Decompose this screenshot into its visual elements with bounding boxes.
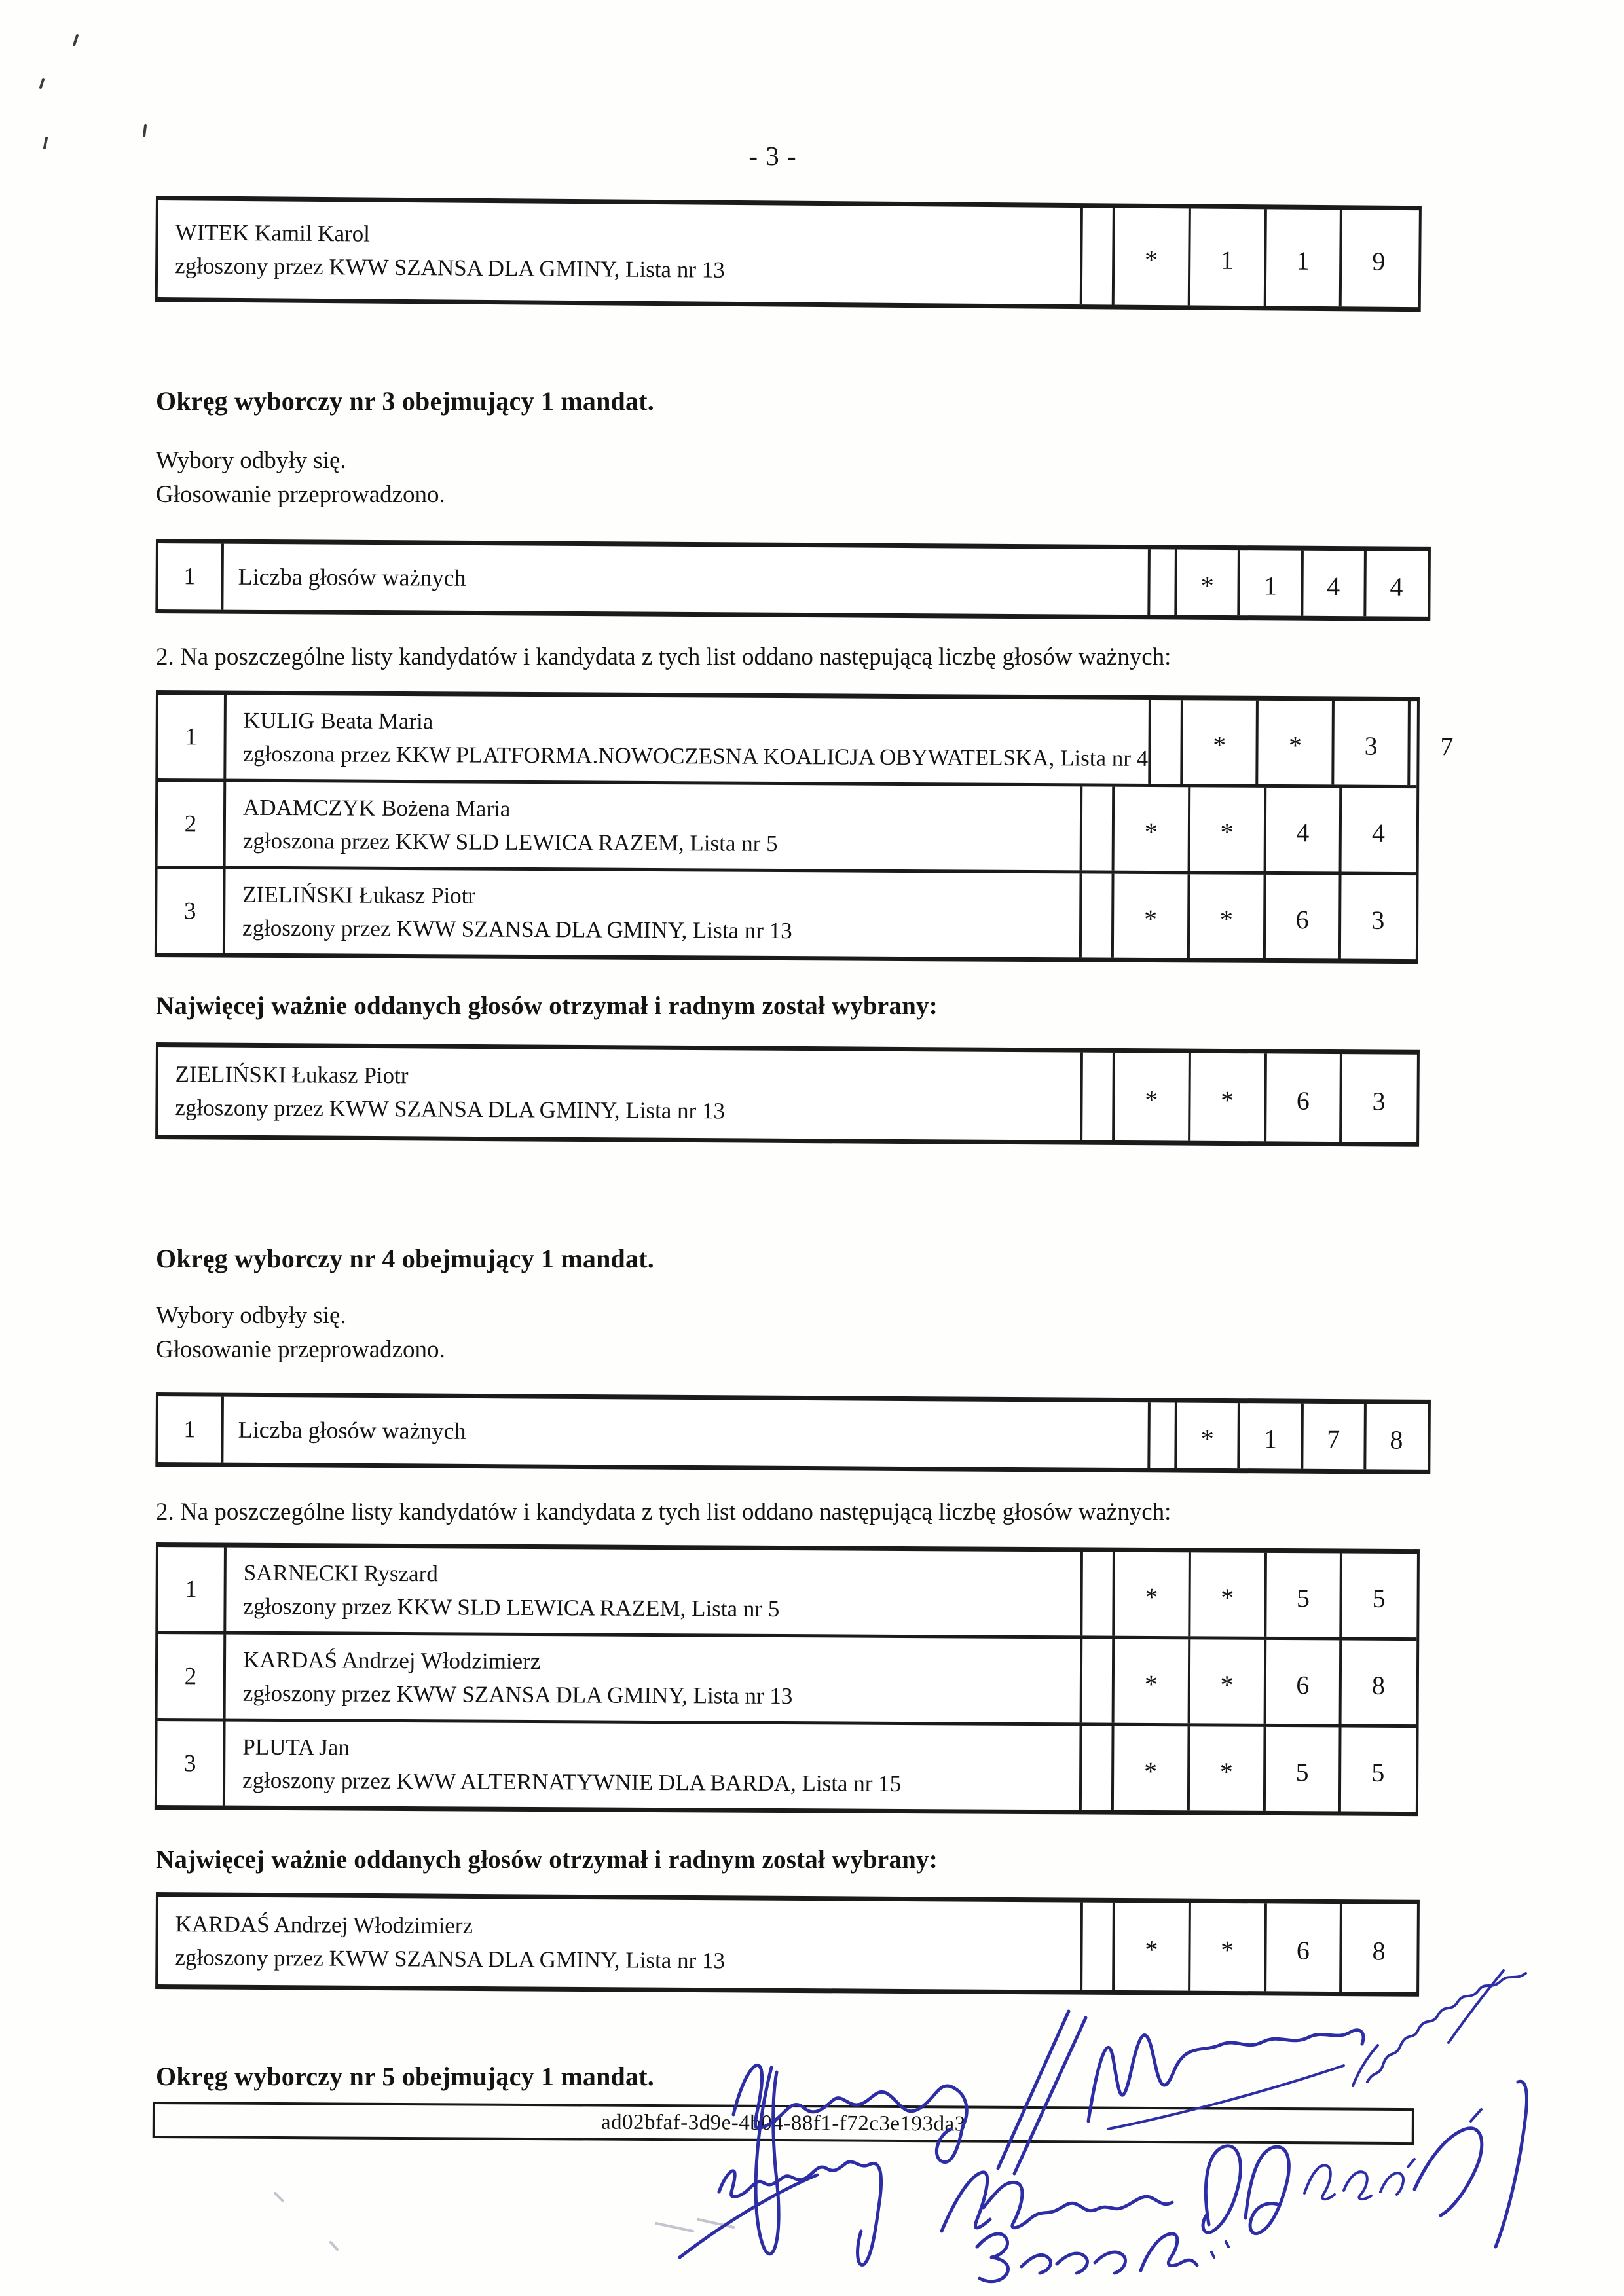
page-number: - 3 - bbox=[748, 141, 797, 171]
candidate-committee: zgłoszona przez KKW PLATFORMA.NOWOCZESNA KOALICJA OBYWATELSKA, Lista nr 4 bbox=[243, 740, 1149, 771]
district-4-candidates-table bbox=[155, 1542, 1420, 1816]
candidate-number: 3 bbox=[157, 869, 226, 953]
table-gap bbox=[1082, 1552, 1113, 1635]
candidate-name: SARNECKI Ryszard bbox=[243, 1559, 438, 1587]
vote-cell: 1 bbox=[1240, 1403, 1304, 1469]
document-id-code: ad02bfaf-3d9e-4b04-88f1-f72c3e193da3 bbox=[600, 2110, 966, 2136]
scan-speck bbox=[41, 35, 145, 148]
candidate-info bbox=[226, 1548, 1083, 1636]
vote-cell: * bbox=[1115, 1053, 1191, 1141]
vote-cell: * bbox=[1190, 874, 1266, 958]
vote-cell: 1 bbox=[1240, 550, 1304, 616]
vote-cell: * bbox=[1177, 1403, 1240, 1469]
carryover-winner-table bbox=[155, 196, 1422, 312]
table-gap bbox=[1150, 549, 1175, 615]
candidate-info bbox=[226, 1635, 1083, 1723]
candidate-committee: zgłoszony przez KWW SZANSA DLA GMINY, Lista nr 13 bbox=[242, 1680, 793, 1709]
table-gap bbox=[1151, 700, 1181, 784]
table-gap bbox=[1082, 1726, 1112, 1810]
vote-cell: 8 bbox=[1390, 1425, 1403, 1455]
district-4-heading: Okręg wyborczy nr 4 obejmujący 1 mandat. bbox=[156, 1244, 654, 1273]
candidate-committee: zgłoszony przez KWW SZANSA DLA GMINY, Lista nr 13 bbox=[175, 253, 725, 283]
vote-digit-cells bbox=[1174, 1403, 1427, 1470]
candidate-committee: zgłoszona przez KKW SLD LEWICA RAZEM, Lista nr 5 bbox=[242, 828, 778, 856]
vote-digit-cells bbox=[1111, 874, 1415, 959]
vote-cell: 3 bbox=[1372, 1085, 1386, 1116]
candidate-row bbox=[158, 1547, 1417, 1637]
candidate-number: 2 bbox=[158, 782, 227, 866]
vote-cell: 5 bbox=[1371, 1757, 1385, 1787]
candidate-info bbox=[225, 869, 1082, 958]
district-3-winner-table bbox=[155, 1042, 1420, 1147]
district-4-valid-votes-table bbox=[155, 1392, 1431, 1474]
district-4-winner-heading: Najwięcej ważnie oddanych głosów otrzymał i radnym został wybrany: bbox=[156, 1846, 938, 1874]
vote-digit-cells bbox=[1112, 1639, 1416, 1724]
vote-cell: * bbox=[1259, 701, 1335, 785]
valid-votes-label: Liczba głosów ważnych bbox=[223, 544, 1151, 615]
vote-digit-cells bbox=[1112, 787, 1416, 872]
vote-cell: * bbox=[1115, 1639, 1190, 1724]
vote-digit-cells bbox=[1112, 1552, 1416, 1637]
district-4-lists-intro: 2. Na poszczególne listy kandydatów i kandydata z tych list oddano następującą liczbę głosów ważnych: bbox=[156, 1499, 1172, 1525]
vote-cell: * bbox=[1115, 1903, 1191, 1991]
table-gap bbox=[1082, 786, 1113, 870]
vote-cell: * bbox=[1115, 208, 1191, 306]
table-gap bbox=[1082, 208, 1113, 304]
vote-cell: 6 bbox=[1266, 1903, 1343, 1992]
winner-info bbox=[158, 1047, 1083, 1140]
district-3-candidates-table bbox=[155, 690, 1454, 964]
district-3-winner-heading: Najwięcej ważnie oddanych głosów otrzymał i radnym został wybrany: bbox=[156, 992, 938, 1020]
row-number: 1 bbox=[158, 543, 224, 610]
vote-cell: 3 bbox=[1335, 701, 1411, 785]
vote-cell: 4 bbox=[1303, 551, 1367, 617]
vote-cell: * bbox=[1190, 1053, 1267, 1142]
candidate-row bbox=[158, 695, 1454, 785]
document-id-box bbox=[153, 2102, 1414, 2145]
vote-cell: 4 bbox=[1371, 818, 1386, 848]
vote-cell: 5 bbox=[1265, 1727, 1341, 1812]
table-gap bbox=[1082, 1639, 1113, 1722]
vote-cell: 7 bbox=[1303, 1404, 1367, 1470]
vote-cell: 5 bbox=[1266, 1553, 1342, 1637]
vote-cell: 7 bbox=[1440, 731, 1454, 761]
vote-cell: 1 bbox=[1190, 208, 1266, 306]
vote-cell: * bbox=[1190, 1552, 1266, 1637]
district-4-winner-table bbox=[155, 1892, 1420, 1997]
candidate-info bbox=[158, 200, 1083, 304]
table-gap bbox=[1150, 1402, 1175, 1468]
vote-cell: * bbox=[1115, 1552, 1190, 1637]
vote-cell: 6 bbox=[1266, 1053, 1343, 1142]
vote-cell: * bbox=[1177, 550, 1240, 616]
candidate-info bbox=[225, 1722, 1082, 1810]
candidate-number: 3 bbox=[157, 1721, 226, 1806]
candidate-name: KARDAŚ Andrzej Włodzimierz bbox=[242, 1647, 541, 1675]
candidate-committee: zgłoszony przez KWW ALTERNATYWNIE DLA BARDA, Lista nr 15 bbox=[242, 1767, 902, 1796]
candidate-name: KULIG Beata Maria bbox=[243, 707, 434, 735]
vote-cell: * bbox=[1190, 787, 1266, 871]
vote-cell: * bbox=[1190, 1903, 1267, 1992]
district-3-lists-intro: 2. Na poszczególne listy kandydatów i kandydata z tych list oddano następującą liczbę głosów ważnych: bbox=[156, 644, 1172, 670]
winner-name: KARDAŚ Andrzej Włodzimierz bbox=[175, 1911, 473, 1939]
candidate-committee: zgłoszony przez KKW SLD LEWICA RAZEM, Lista nr 5 bbox=[243, 1593, 780, 1622]
vote-cell: 9 bbox=[1372, 246, 1386, 276]
vote-cell: 1 bbox=[1266, 209, 1342, 306]
vote-cell: 6 bbox=[1265, 875, 1341, 959]
candidate-row bbox=[157, 1718, 1416, 1812]
district-3-status-2: Głosowanie przeprowadzono. bbox=[156, 481, 445, 508]
vote-cell: * bbox=[1190, 1726, 1266, 1811]
vote-cell: * bbox=[1183, 700, 1259, 784]
district-5-heading: Okręg wyborczy nr 5 obejmujący 1 mandat. bbox=[156, 2062, 654, 2091]
valid-votes-label: Liczba głosów ważnych bbox=[223, 1397, 1151, 1468]
vote-digit-cells bbox=[1111, 1726, 1415, 1812]
candidate-row bbox=[158, 1631, 1417, 1724]
candidate-name: ZIELIŃSKI Łukasz Piotr bbox=[242, 881, 476, 909]
vote-digit-cells bbox=[1180, 700, 1484, 785]
district-3-valid-votes-table bbox=[155, 539, 1431, 621]
vote-digit-cells bbox=[1174, 550, 1427, 617]
table-gap bbox=[1082, 1053, 1113, 1140]
vote-cell: * bbox=[1114, 1726, 1190, 1811]
candidate-name: WITEK Kamil Karol bbox=[175, 219, 371, 247]
vote-digit-cells bbox=[1112, 1053, 1416, 1142]
vote-cell: * bbox=[1190, 1639, 1266, 1724]
vote-cell: 6 bbox=[1266, 1640, 1342, 1724]
row-number: 1 bbox=[158, 1396, 224, 1463]
candidate-number: 2 bbox=[158, 1634, 227, 1719]
candidate-name: ADAMCZYK Bożena Maria bbox=[242, 794, 511, 822]
district-3-status-1: Wybory odbyły się. bbox=[156, 447, 346, 474]
faint-scratch bbox=[275, 2193, 733, 2250]
district-4-status-2: Głosowanie przeprowadzono. bbox=[156, 1336, 445, 1363]
candidate-name: PLUTA Jan bbox=[242, 1734, 350, 1760]
vote-cell: 8 bbox=[1371, 1670, 1386, 1700]
vote-cell: 5 bbox=[1372, 1583, 1386, 1613]
vote-digit-cells bbox=[1112, 1903, 1416, 1992]
table-gap bbox=[1082, 1903, 1113, 1990]
vote-cell: 4 bbox=[1390, 572, 1403, 602]
candidate-info bbox=[226, 695, 1151, 784]
vote-cell: 4 bbox=[1266, 788, 1342, 872]
district-3-heading: Okręg wyborczy nr 3 obejmujący 1 mandat. bbox=[156, 386, 654, 416]
winner-name: ZIELIŃSKI Łukasz Piotr bbox=[175, 1061, 409, 1089]
vote-cell: 8 bbox=[1372, 1935, 1386, 1965]
candidate-row bbox=[158, 778, 1417, 872]
vote-cell: * bbox=[1115, 787, 1190, 871]
winner-info bbox=[158, 1897, 1083, 1990]
candidate-number: 1 bbox=[158, 695, 227, 779]
vote-digit-cells bbox=[1112, 208, 1416, 307]
candidate-row bbox=[157, 866, 1416, 959]
vote-cell: 3 bbox=[1371, 905, 1385, 935]
winner-committee: zgłoszony przez KWW SZANSA DLA GMINY, Lista nr 13 bbox=[175, 1944, 726, 1974]
candidate-info bbox=[226, 782, 1083, 871]
table-gap bbox=[1082, 873, 1112, 957]
candidate-committee: zgłoszony przez KWW SZANSA DLA GMINY, Lista nr 13 bbox=[242, 915, 792, 944]
candidate-number: 1 bbox=[158, 1547, 227, 1631]
vote-cell: * bbox=[1114, 874, 1190, 958]
winner-committee: zgłoszony przez KWW SZANSA DLA GMINY, Lista nr 13 bbox=[175, 1095, 726, 1124]
district-4-status-1: Wybory odbyły się. bbox=[156, 1302, 346, 1329]
